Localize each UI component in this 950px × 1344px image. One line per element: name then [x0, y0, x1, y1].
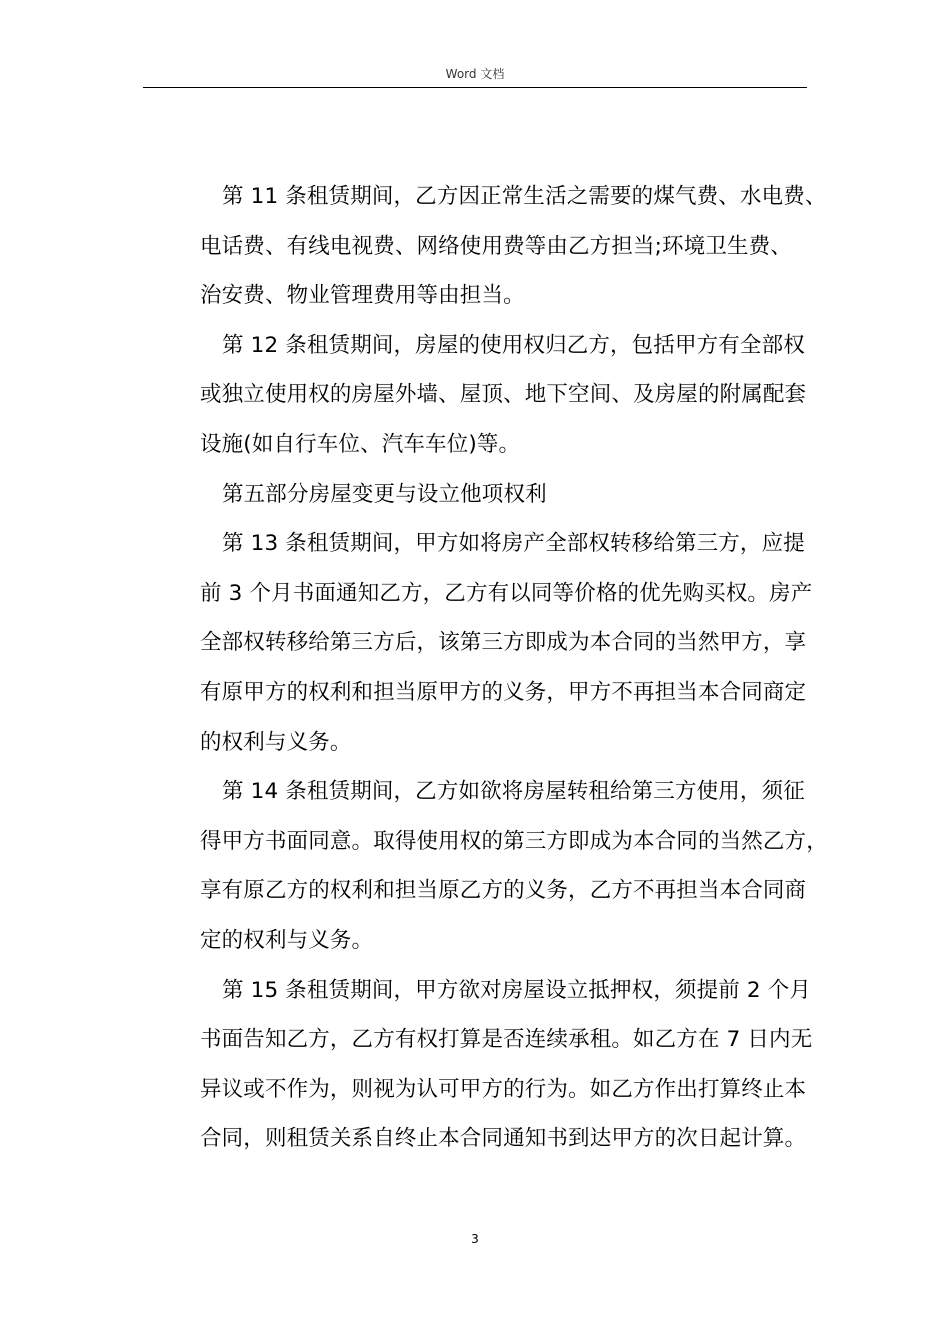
text-line: 治安费、物业管理费用等由担当。: [200, 283, 525, 309]
text-line: 第 14 条租赁期间，乙方如欲将房屋转租给第三方使用，须征: [222, 779, 805, 805]
text-line: 第 11 条租赁期间，乙方因正常生活之需要的煤气费、水电费、: [222, 184, 827, 209]
page-number: 3: [471, 1232, 479, 1246]
paragraph-article-14: [178, 767, 828, 965]
text-line: 全部权转移给第三方后，该第三方即成为本合同的当然甲方，享: [200, 630, 807, 656]
paragraph-article-12: [178, 321, 818, 470]
header-divider: [143, 87, 807, 88]
text-line: 定的权利与义务。: [200, 927, 374, 953]
text-line: 合同，则租赁关系自终止本合同通知书到达甲方的次日起计算。: [200, 1126, 807, 1152]
page-header: Word 文档: [445, 67, 505, 81]
section-heading: [178, 470, 818, 520]
text-line: 得甲方书面同意。取得使用权的第三方即成为本合同的当然乙方，: [200, 828, 828, 854]
paragraph-article-15: [178, 966, 818, 1164]
paragraph-article-11: [178, 172, 827, 321]
text-line: 电话费、有线电视费、网络使用费等由乙方担当;环境卫生费、: [200, 233, 792, 259]
text-line: 设施(如自行车位、汽车车位)等。: [200, 431, 521, 457]
document-body: [178, 172, 828, 1164]
text-line: 异议或不作为，则视为认可甲方的行为。如乙方作出打算终止本: [200, 1076, 807, 1102]
text-line: 第 13 条租赁期间，甲方如将房产全部权转移给第三方，应提: [222, 531, 805, 557]
text-line: 的权利与义务。: [200, 729, 352, 755]
text-line: 前 3 个月书面通知乙方，乙方有以同等价格的优先购买权。房产: [200, 580, 813, 606]
text-line: 第五部分房屋变更与设立他项权利: [222, 481, 547, 507]
text-line: 有原甲方的权利和担当原甲方的义务，甲方不再担当本合同商定: [200, 679, 807, 705]
text-line: 享有原乙方的权利和担当原乙方的义务，乙方不再担当本合同商: [200, 878, 807, 904]
paragraph-article-13: [178, 519, 818, 767]
text-line: 第 15 条租赁期间，甲方欲对房屋设立抵押权，须提前 2 个月: [222, 977, 812, 1003]
text-line: 或独立使用权的房屋外墙、屋顶、地下空间、及房屋的附属配套: [200, 382, 807, 408]
text-line: 书面告知乙方，乙方有权打算是否连续承租。如乙方在 7 日内无: [200, 1027, 813, 1053]
text-line: 第 12 条租赁期间，房屋的使用权归乙方，包括甲方有全部权: [222, 332, 805, 358]
